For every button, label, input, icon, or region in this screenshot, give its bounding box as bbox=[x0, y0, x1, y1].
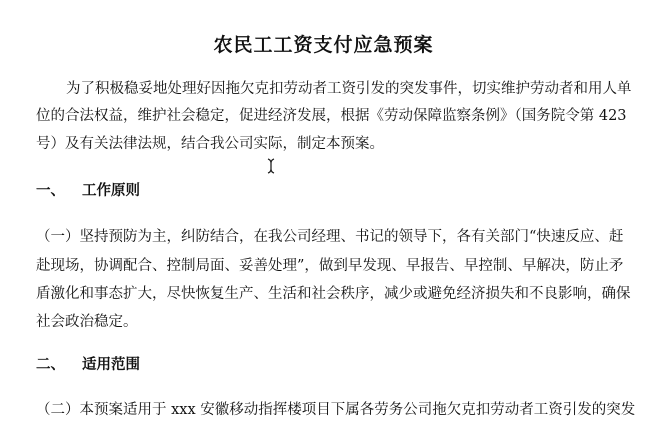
scope-line-1: （二）本预案适用于 xxx 安徽移动指挥楼项目下属各劳务公司拖欠克扣劳动者工资引发的突发 bbox=[36, 402, 636, 418]
principles-line-2: 赴现场，协调配合、控制局面、妥善处理”，做到早发现、早报告、早控制、早解决，防止矛 bbox=[36, 258, 624, 274]
intro-line-1: 为了积极稳妥地处理好因拖欠克扣劳动者工资引发的突发事件，切实维护劳动者和用人单 bbox=[66, 81, 632, 97]
section-heading-principles bbox=[36, 181, 140, 201]
section-title: 工作原则 bbox=[82, 183, 140, 199]
section-number: 一、 bbox=[36, 183, 65, 199]
document-title: 农民工工资支付应急预案 bbox=[213, 34, 434, 56]
principles-line-3: 盾激化和事态扩大，尽快恢复生产、生活和社会秩序，减少或避免经济损失和不良影响，确保 bbox=[36, 286, 631, 302]
principles-line-1: （一）坚持预防为主，纠防结合，在我公司经理、书记的领导下，各有关部门“快速反应、赶 bbox=[36, 229, 624, 245]
section-title: 适用范围 bbox=[82, 357, 140, 373]
text-cursor-icon bbox=[266, 158, 276, 174]
section-heading-scope bbox=[36, 355, 140, 375]
section-number: 二、 bbox=[36, 357, 65, 373]
intro-line-2: 位的合法权益，维护社会稳定，促进经济发展，根据《劳动保障监察条例》（国务院令第 423 bbox=[36, 108, 627, 124]
intro-line-3: 号）及有关法律法规，结合我公司实际，制定本预案。 bbox=[36, 136, 384, 152]
principles-line-4: 社会政治稳定。 bbox=[36, 314, 138, 330]
